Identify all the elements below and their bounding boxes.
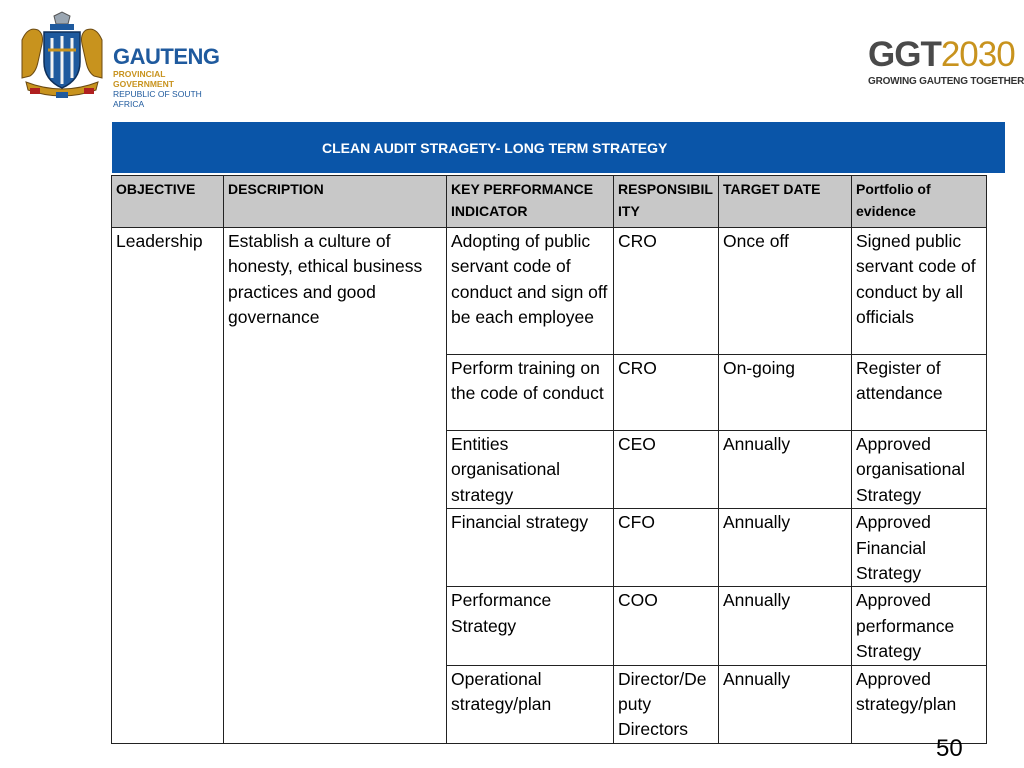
evidence-cell: Signed public servant code of conduct by all officials — [852, 228, 987, 355]
gauteng-logo-line2: REPUBLIC OF SOUTH AFRICA — [113, 89, 202, 109]
target-date-cell: Annually — [719, 665, 852, 743]
target-date-cell: Once off — [719, 228, 852, 355]
kpi-cell: Adopting of public servant code of conduct and sign off be each employee — [447, 228, 614, 355]
responsibility-cell: COO — [614, 587, 719, 665]
kpi-cell: Financial strategy — [447, 509, 614, 587]
kpi-cell: Operational strategy/plan — [447, 665, 614, 743]
header-evidence: Portfolio of evidence — [852, 176, 987, 228]
header-responsibility: RESPONSIBIL ITY — [614, 176, 719, 228]
strategy-table — [111, 175, 987, 744]
evidence-cell: Approved organisational Strategy — [852, 431, 987, 509]
kpi-cell: Performance Strategy — [447, 587, 614, 665]
kpi-cell: Entities organisational strategy — [447, 431, 614, 509]
responsibility-cell: Director/De puty Directors — [614, 665, 719, 743]
gauteng-logo-line1: PROVINCIAL GOVERNMENT — [113, 69, 174, 89]
ggt2030-tagline: GROWING GAUTENG TOGETHER — [868, 76, 1024, 87]
title-banner — [112, 122, 1005, 173]
responsibility-cell: CEO — [614, 431, 719, 509]
target-date-cell: Annually — [719, 431, 852, 509]
target-date-cell: Annually — [719, 509, 852, 587]
gauteng-logo — [16, 10, 220, 109]
kpi-cell: Perform training on the code of conduct — [447, 355, 614, 431]
coat-of-arms-icon — [16, 10, 108, 100]
gauteng-logo-text — [113, 46, 223, 109]
header-objective: OBJECTIVE — [112, 176, 224, 228]
target-date-cell: On-going — [719, 355, 852, 431]
evidence-cell: Register of attendance — [852, 355, 987, 431]
header-target-date: TARGET DATE — [719, 176, 852, 228]
ggt2030-brand-part2: 2030 — [940, 35, 1015, 74]
page-number: 50 — [936, 735, 963, 762]
ggt2030-brand-part1: GGT — [868, 35, 941, 74]
responsibility-cell: CRO — [614, 355, 719, 431]
table-header-row — [112, 176, 987, 228]
ggt2030-logo — [868, 35, 1024, 94]
evidence-cell: Approved performance Strategy — [852, 587, 987, 665]
description-cell: Establish a culture of honesty, ethical business practices and good governance — [224, 228, 447, 744]
ggt2030-brand — [868, 35, 1015, 74]
responsibility-cell: CFO — [614, 509, 719, 587]
page-title: CLEAN AUDIT STRAGETY- LONG TERM STRATEGY — [322, 139, 668, 156]
header-description: DESCRIPTION — [224, 176, 447, 228]
objective-cell: Leadership — [112, 228, 224, 744]
evidence-cell: Approved Financial Strategy — [852, 509, 987, 587]
gauteng-logo-name: GAUTENG — [113, 44, 220, 69]
table-row — [112, 228, 987, 355]
target-date-cell: Annually — [719, 587, 852, 665]
header-kpi: KEY PERFORMANCE INDICATOR — [447, 176, 614, 228]
evidence-cell: Approved strategy/plan — [852, 665, 987, 743]
responsibility-cell: CRO — [614, 228, 719, 355]
